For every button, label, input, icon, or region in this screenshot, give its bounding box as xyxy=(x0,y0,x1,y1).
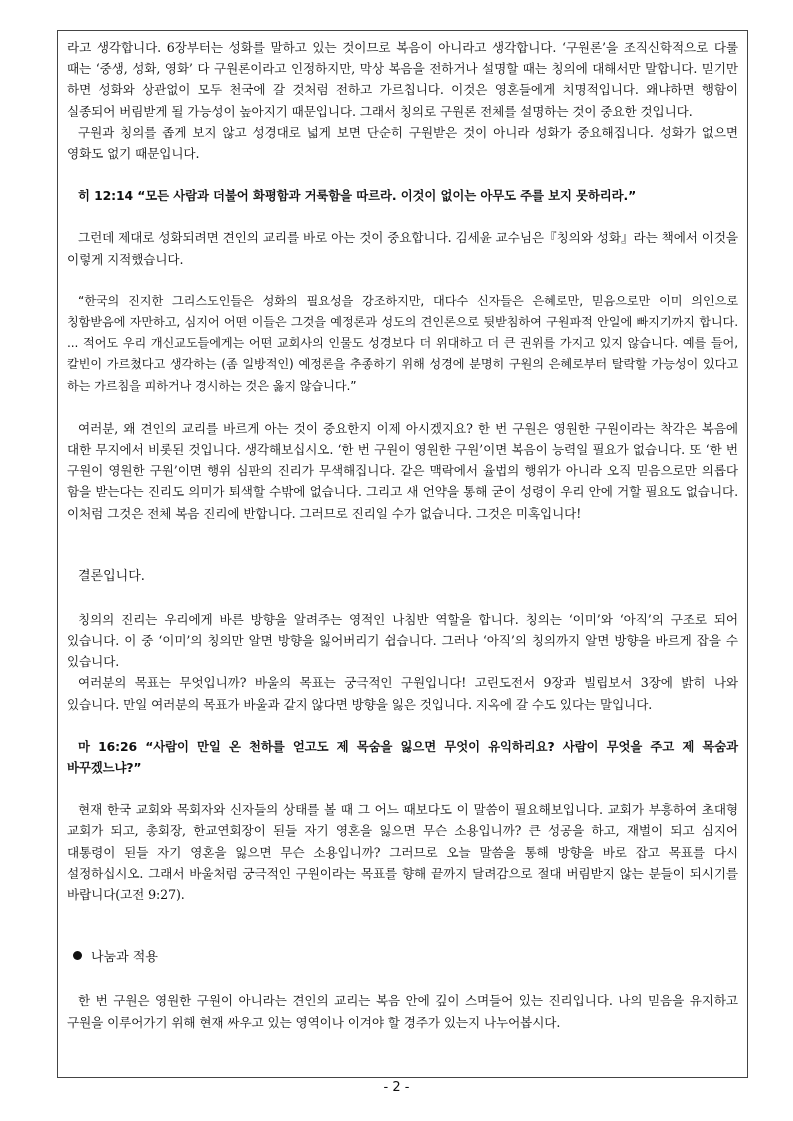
conclusion-heading: 결론입니다. xyxy=(78,568,145,584)
paragraph-1: 라고 생각합니다. 6장부터는 성화를 말하고 있는 것이므로 복음이 아니라고 생각합니다. ‘구원론’을 조직신학적으로 다룰 때는 ‘중생, 성화, 영화’ 다 구원론이라고 인정하지만, 막상 복음을 전하거나 설명할 때는 칭의에 대해서만 말합니다. 믿기만 하면 성화와 상관없이 모두 천국에 갈 것처럼 전하고 가르칩니다. 이것은 영혼들에게 치명적입니다. 왜냐하면 행함이 실종되어 버림받게 될 가능성이 높아지기 때문입니다. 그래서 칭의로 구원론 전체를 설명하는 것이 중요한 것입니다. xyxy=(67,40,738,119)
sharing-heading-label: 나눔과 적용 xyxy=(91,950,158,966)
bullet-icon xyxy=(73,951,82,960)
paragraph-2: 구원과 칭의를 좁게 보지 않고 성경대로 넓게 보면 단순히 구원받은 것이 아니라 성화가 중요해집니다. 성화가 없으면 영화도 없기 때문입니다. xyxy=(67,124,738,162)
page-number: - 2 - xyxy=(383,1080,410,1095)
paragraph-3: 그런데 제대로 성화되려면 견인의 교리를 바로 아는 것이 중요합니다. 김세윤 교수님은『칭의와 성화』라는 책에서 이것을 이렇게 지적했습니다. xyxy=(67,230,738,267)
quote-block: “한국의 진지한 그리스도인들은 성화의 필요성을 강조하지만, 대다수 신자들은 은혜로만, 믿음으로만 이미 의인으로 칭함받음에 자만하고, 심지어 어떤 이들은 그것을 예정론과 성도의 견인론으로 뒷받침하여 구원파적 안일에 빠지기까지 합니다. ... 적어도 우리 개신교도들에게는 어떤 교회사의 인물도 성경보다 더 위대하고 더 큰 권위를 가지고 있지 않습니다. 예를 들어, 칼빈이 가르쳤다고 생각하는 (좀 일방적인) 예정론을 추종하기 위해 성경에 분명히 구원의 은혜로부터 탈락할 가능성이 있다고 하는 가르침을 피하거나 경시하는 것은 옳지 않습니다.” xyxy=(67,293,738,393)
sharing-heading xyxy=(67,947,738,969)
paragraph-6: 여러분의 목표는 무엇입니까? 바울의 목표는 궁극적인 구원입니다! 고린도전서 9장과 빌립보서 3장에 밝히 나와 있습니다. 만일 여러분의 목표가 바울과 같지 않다면 방향을 잃은 것입니다. 지옥에 갈 수도 있다는 말입니다. xyxy=(67,675,738,712)
verse-matthew-16-26: 마 16:26 “사람이 만일 온 천하를 얻고도 제 목숨을 잃으면 무엇이 유익하리요? 사람이 무엇을 주고 제 목숨과 바꾸겠느냐?” xyxy=(67,738,738,776)
paragraph-5: 칭의의 진리는 우리에게 바른 방향을 알려주는 영적인 나침반 역할을 합니다. 칭의는 ‘이미’와 ‘아직’의 구조로 되어 있습니다. 이 중 ‘이미’의 칭의만 알면 방향을 잃어버리기 쉽습니다. 그러나 ‘아직’의 칭의까지 알면 방향을 바르게 잡을 수 있습니다. xyxy=(67,611,738,670)
paragraph-8: 한 번 구원은 영원한 구원이 아니라는 견인의 교리는 복음 안에 깊이 스며들어 있는 진리입니다. 나의 믿음을 유지하고 구원을 이루어가기 위해 현재 싸우고 있는 영역이나 이겨야 할 경주가 있는지 나누어봅시다. xyxy=(67,993,738,1030)
page-frame xyxy=(57,30,748,1078)
paragraph-7: 현재 한국 교회와 목회자와 신자들의 상태를 볼 때 그 어느 때보다도 이 말씀이 필요해보입니다. 교회가 부흥하여 초대형 교회가 되고, 총회장, 한교연회장이 된들 자기 영혼을 잃으면 무슨 소용입니까? 큰 성공을 하고, 재벌이 되고 심지어 대통령이 된들 자기 영혼을 잃으면 무슨 소용입니까? 그러므로 오늘 말씀을 통해 방향을 바로 잡고 목표를 다시 설정하십시오. 그래서 바울처럼 궁극적인 구원이라는 목표를 향해 끝까지 달려감으로 절대 버림받지 않는 분들이 되시기를 바랍니다(고전 9:27). xyxy=(67,802,738,903)
paragraph-4: 여러분, 왜 견인의 교리를 바르게 아는 것이 중요한지 이제 아시겠지요? 한 번 구원은 영원한 구원이라는 착각은 복음에 대한 무지에서 비롯된 것입니다. 생각해보십시오. ‘한 번 구원이 영원한 구원’이면 복음이 능력일 필요가 없습니다. 또 ‘한 번 구원이 영원한 구원’이면 행위 심판의 진리가 무색해집니다. 같은 맥락에서 율법의 행위가 아니라 오직 믿음으로만 의롭다 함을 받는다는 진리도 의미가 퇴색할 수밖에 없습니다. 그리고 새 언약을 통해 굳이 성령이 우리 안에 거할 필요도 없습니다. 이처럼 그것은 전체 복음 진리에 반합니다. 그러므로 진리일 수가 없습니다. 그것은 미혹입니다! xyxy=(67,420,738,521)
verse-hebrews-12-14: 히 12:14 “모든 사람과 더불어 화평함과 거룩함을 따르라. 이것이 없이는 아무도 주를 보지 못하리라.” xyxy=(78,188,637,204)
